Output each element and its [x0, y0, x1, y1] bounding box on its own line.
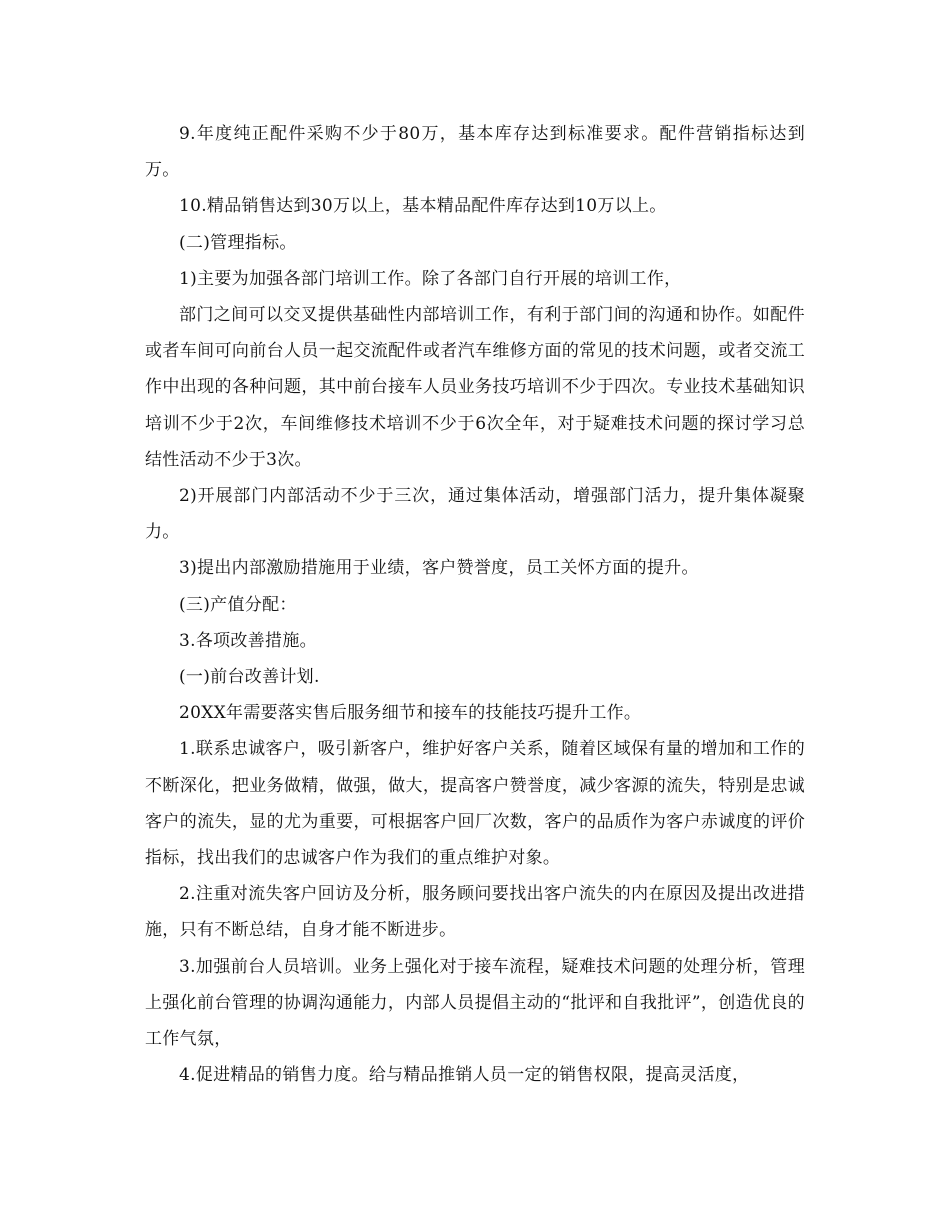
- paragraph-accessory-sales: 10.精品销售达到30万以上，基本精品配件库存达到10万以上。: [179, 196, 667, 217]
- heading-management-indicators: (二)管理指标。: [179, 232, 297, 253]
- heading-output-allocation: (三)产值分配：: [179, 594, 297, 615]
- heading-front-desk-plan: (一)前台改善计划.: [179, 667, 320, 688]
- paragraph-internal-activities: 2)开展部门内部活动不少于三次，通过集体活动，增强部门活力，提升集体凝聚力。: [145, 486, 805, 543]
- paragraph-parts-procurement: 9.年度纯正配件采购不少于80万，基本库存达到标准要求。配件营销指标达到万。: [145, 124, 805, 181]
- paragraph-front-desk-training: 3.加强前台人员培训。业务上强化对于接车流程，疑难技术问题的处理分析，管理上强化前台管理的协调沟通能力，内部人员提倡主动的“批评和自我批评”，创造优良的工作气氛，: [145, 956, 805, 1050]
- paragraph-loyal-customers: 1.联系忠诚客户，吸引新客户，维护好客户关系，随着区域保有量的增加和工作的不断深化，把业务做精，做强，做大，提高客户赞誉度，减少客源的流失，特别是忠诚客户的流失，显的尤为重要，可根据客户回厂次数，客户的品质作为客户赤诚度的评价指标，找出我们的忠诚客户作为我们的重点维护对象。: [145, 739, 805, 869]
- paragraph-lost-customers: 2.注重对流失客户回访及分析，服务顾问要找出客户流失的内在原因及提出改进措施，只有不断总结，自身才能不断进步。: [145, 884, 805, 941]
- paragraph-accessory-promotion: 4.促进精品的销售力度。给与精品推销人员一定的销售权限，提高灵活度，: [179, 1065, 750, 1086]
- document-body: [145, 116, 805, 1093]
- paragraph-training-intro: 1)主要为加强各部门培训工作。除了各部门自行开展的培训工作，: [179, 268, 682, 289]
- paragraph-incentives: 3)提出内部激励措施用于业绩，客户赞誉度，员工关怀方面的提升。: [179, 558, 699, 579]
- heading-improvement-measures: 3.各项改善措施。: [179, 630, 317, 651]
- paragraph-cross-training: 部门之间可以交叉提供基础性内部培训工作，有利于部门间的沟通和协作。如配件或者车间可向前台人员一起交流配件或者汽车维修方面的常见的技术问题，或者交流工作中出现的各种问题，其中前台接车人员业务技巧培训不少于四次。专业技术基础知识培训不少于2次，车间维修技术培训不少于6次全年，对于疑难技术问题的探讨学习总结性活动不少于3次。: [145, 305, 805, 470]
- paragraph-service-details: 20XX年需要落实售后服务细节和接车的技能技巧提升工作。: [179, 703, 642, 724]
